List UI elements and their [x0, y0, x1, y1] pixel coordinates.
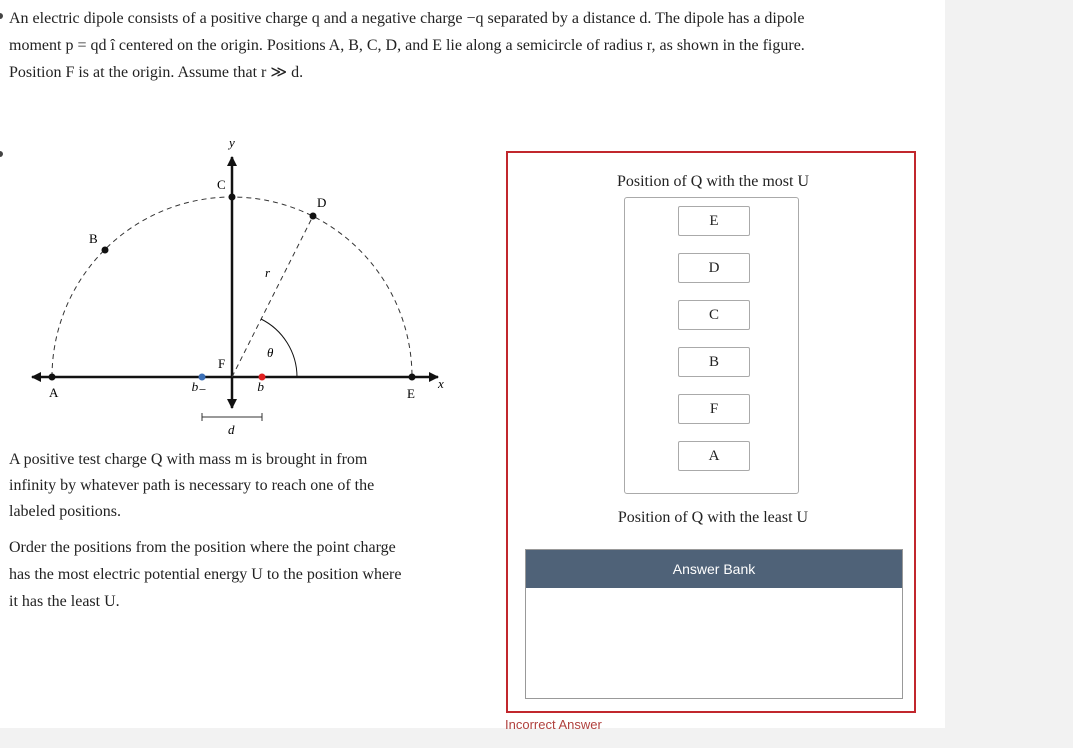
dipole-figure — [25, 135, 465, 440]
rank-item[interactable]: C — [678, 300, 750, 330]
point-c — [229, 194, 236, 201]
bullet-icon — [0, 13, 3, 19]
rank-item[interactable]: F — [678, 394, 750, 424]
rank-item[interactable]: A — [678, 441, 750, 471]
q2-line-2: has the most electric potential energy U to the position where — [9, 566, 402, 583]
answer-bank-header: Answer Bank — [526, 550, 902, 588]
positive-charge — [259, 374, 266, 381]
q2-line-1: Order the positions from the position where the point charge — [9, 539, 396, 556]
most-u-label: Position of Q with the most U — [616, 173, 809, 190]
point-a — [49, 374, 56, 381]
ranking-panel — [506, 151, 916, 713]
point-e — [409, 374, 416, 381]
problem-intro — [9, 5, 929, 86]
question-paragraph-2 — [9, 534, 469, 615]
label-theta: θ — [267, 345, 274, 360]
label-a: A — [49, 385, 59, 400]
q2-line-3: it has the least U. — [9, 593, 120, 610]
label-pos-q: q — [257, 382, 264, 397]
rank-item[interactable]: E — [678, 206, 750, 236]
rank-item[interactable]: D — [678, 253, 750, 283]
least-u-label: Position of Q with the least U — [617, 509, 809, 526]
intro-line-3: Position F is at the origin. Assume that r ≫ d. — [9, 64, 304, 81]
label-e: E — [407, 386, 415, 401]
incorrect-answer-status: Incorrect Answer — [505, 717, 602, 732]
answer-bank[interactable] — [525, 549, 903, 699]
label-b: B — [89, 231, 98, 246]
point-b — [102, 247, 109, 254]
label-d: D — [317, 195, 327, 210]
label-y: y — [229, 135, 235, 150]
label-d-dist: d — [228, 422, 235, 437]
ranking-list[interactable] — [624, 197, 799, 494]
rank-item[interactable]: B — [678, 347, 750, 377]
label-c: C — [217, 177, 226, 192]
negative-charge — [199, 374, 206, 381]
q1-line-2: infinity by whatever path is necessary to reach one of the — [9, 477, 375, 494]
intro-line-1: An electric dipole consists of a positive charge q and a negative charge −q separated by a distance d. The dipole has a dipole — [9, 10, 805, 27]
label-f: F — [218, 356, 226, 371]
label-x: x — [438, 376, 444, 391]
q1-line-1: A positive test charge Q with mass m is brought in from — [9, 451, 368, 468]
intro-line-2: moment p = qd î centered on the origin. Positions A, B, C, D, and E lie along a semicircle of radius r, as shown in the figure. — [9, 37, 805, 54]
label-r: r — [265, 265, 271, 280]
point-d — [310, 213, 317, 220]
q1-line-3: labeled positions. — [9, 503, 121, 520]
bullet-icon — [0, 151, 3, 157]
label-neg-q: −q — [191, 382, 207, 397]
question-paragraph-1 — [9, 447, 469, 525]
